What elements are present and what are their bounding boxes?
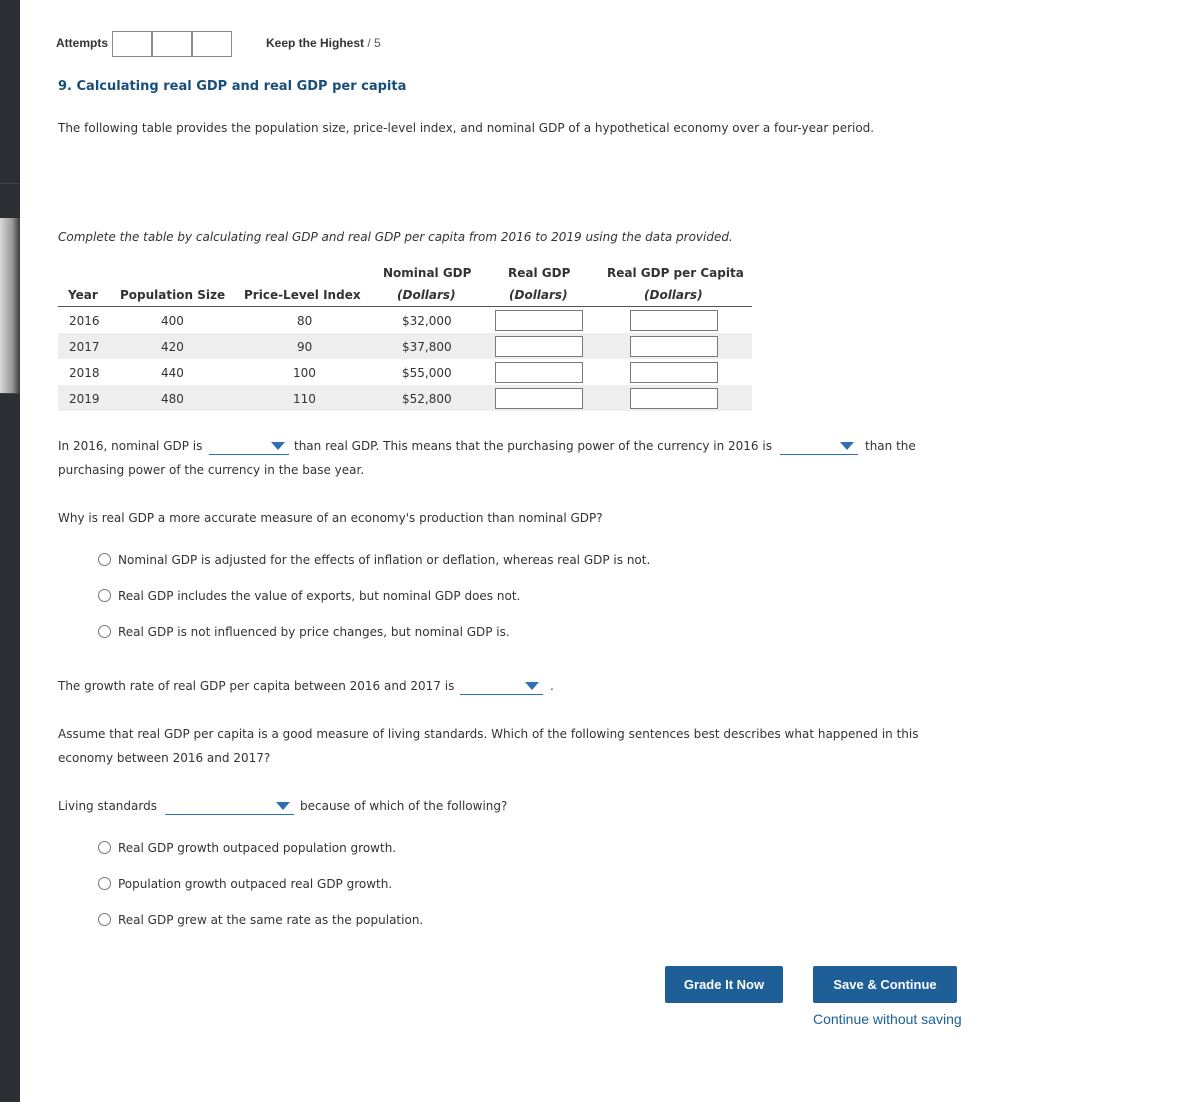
left-sidebar (0, 0, 20, 1102)
chevron-down-icon (840, 442, 854, 450)
radio-button[interactable] (98, 877, 111, 890)
per-capita-input-2019[interactable] (630, 388, 718, 409)
growth-rate-dropdown[interactable] (460, 677, 543, 695)
cell-year: 2017 (69, 340, 100, 354)
header-price-index: Price-Level Index (244, 288, 361, 302)
accuracy-option-2[interactable] (98, 589, 520, 603)
cell-year: 2018 (69, 366, 100, 380)
cell-price-index: 110 (293, 392, 316, 406)
nominal-vs-real-dropdown[interactable] (209, 437, 289, 455)
chevron-down-icon (276, 802, 290, 810)
growth-rate-period: . (550, 679, 554, 693)
cell-price-index: 90 (297, 340, 313, 354)
accuracy-option-1[interactable] (98, 553, 650, 567)
because-text: because of which of the following? (300, 799, 508, 813)
cell-price-index: 100 (293, 366, 316, 380)
nominal-vs-real-text-2: than real GDP. This means that the purchasing power of the currency in 2016 is (294, 439, 772, 453)
radio-button[interactable] (98, 589, 111, 602)
nominal-vs-real-text-1: In 2016, nominal GDP is (58, 439, 203, 453)
reason-option-2[interactable] (98, 877, 392, 891)
continue-without-saving-link[interactable]: Continue without saving (813, 1011, 962, 1027)
option-label: Real GDP is not influenced by price changes, but nominal GDP is. (118, 625, 510, 639)
option-label: Real GDP grew at the same rate as the population. (118, 913, 424, 927)
sidebar-divider (0, 393, 20, 394)
cell-year: 2019 (69, 392, 100, 406)
attempt-box-2 (152, 31, 192, 57)
radio-button[interactable] (98, 841, 111, 854)
score-out-of: / 5 (367, 36, 381, 50)
table-row (58, 307, 752, 333)
header-year: Year (68, 288, 98, 302)
sidebar-image-strip (0, 218, 20, 393)
growth-rate-text: The growth rate of real GDP per capita between 2016 and 2017 is (58, 679, 455, 693)
cell-price-index: 80 (297, 314, 313, 328)
chevron-down-icon (271, 442, 285, 450)
question-title: 9. Calculating real GDP and real GDP per capita (58, 79, 407, 94)
question-intro: The following table provides the population size, price-level index, and nominal GDP of a hypothetical economy over a four-year period. (58, 121, 875, 135)
header-per-capita: Real GDP per Capita (607, 266, 744, 280)
accuracy-question: Why is real GDP a more accurate measure of an economy's production than nominal GDP? (58, 511, 603, 525)
attempt-box-1 (112, 31, 152, 57)
per-capita-input-2018[interactable] (630, 362, 718, 383)
cell-population: 420 (161, 340, 184, 354)
purchasing-power-text-4: purchasing power of the currency in the base year. (58, 463, 365, 477)
option-label: Real GDP growth outpaced population growth. (118, 841, 397, 855)
cell-population: 440 (161, 366, 184, 380)
purchasing-power-dropdown[interactable] (780, 437, 858, 455)
living-standards-label: Living standards (58, 799, 157, 813)
option-label: Nominal GDP is adjusted for the effects of inflation or deflation, whereas real GDP is not. (118, 553, 651, 567)
cell-nominal-gdp: $32,000 (402, 314, 452, 328)
header-per-capita-unit: (Dollars) (644, 288, 703, 302)
cell-year: 2016 (69, 314, 100, 328)
per-capita-input-2017[interactable] (630, 336, 718, 357)
header-real-unit: (Dollars) (509, 288, 568, 302)
real-gdp-input-2016[interactable] (495, 310, 583, 331)
attempts-label: Attempts (56, 36, 109, 50)
save-continue-button[interactable]: Save & Continue (813, 966, 957, 1003)
grade-it-now-button[interactable]: Grade It Now (665, 966, 783, 1003)
chevron-down-icon (525, 682, 539, 690)
radio-button[interactable] (98, 625, 111, 638)
attempt-box-3 (192, 31, 232, 57)
table-row (58, 385, 752, 411)
option-label: Real GDP includes the value of exports, but nominal GDP does not. (118, 589, 521, 603)
real-gdp-input-2017[interactable] (495, 336, 583, 357)
sidebar-divider (0, 183, 20, 184)
reason-option-1[interactable] (98, 841, 396, 855)
purchasing-power-text-3: than the (865, 439, 916, 453)
option-label: Population growth outpaced real GDP growth. (118, 877, 393, 891)
radio-button[interactable] (98, 553, 111, 566)
header-population: Population Size (120, 288, 226, 302)
table-row (58, 333, 752, 359)
header-real-gdp: Real GDP (508, 266, 571, 280)
header-nominal-unit: (Dollars) (397, 288, 456, 302)
living-standards-question-2: economy between 2016 and 2017? (58, 751, 271, 765)
header-nominal-gdp: Nominal GDP (383, 266, 472, 280)
keep-highest-label (266, 36, 381, 50)
per-capita-input-2016[interactable] (630, 310, 718, 331)
cell-population: 480 (161, 392, 184, 406)
radio-button[interactable] (98, 913, 111, 926)
reason-option-3[interactable] (98, 913, 423, 927)
cell-nominal-gdp: $55,000 (402, 366, 452, 380)
table-row (58, 359, 752, 385)
keep-highest-text: Keep the Highest (266, 36, 365, 50)
cell-population: 400 (161, 314, 184, 328)
question-instruction: Complete the table by calculating real GDP and real GDP per capita from 2016 to 2019 using the data provided. (58, 230, 733, 244)
living-standards-dropdown[interactable] (165, 797, 294, 815)
real-gdp-input-2018[interactable] (495, 362, 583, 383)
living-standards-question-1: Assume that real GDP per capita is a good measure of living standards. Which of the following sentences best describes what happened in this (58, 727, 919, 741)
accuracy-option-3[interactable] (98, 625, 510, 639)
real-gdp-input-2019[interactable] (495, 388, 583, 409)
cell-nominal-gdp: $37,800 (402, 340, 452, 354)
cell-nominal-gdp: $52,800 (402, 392, 452, 406)
